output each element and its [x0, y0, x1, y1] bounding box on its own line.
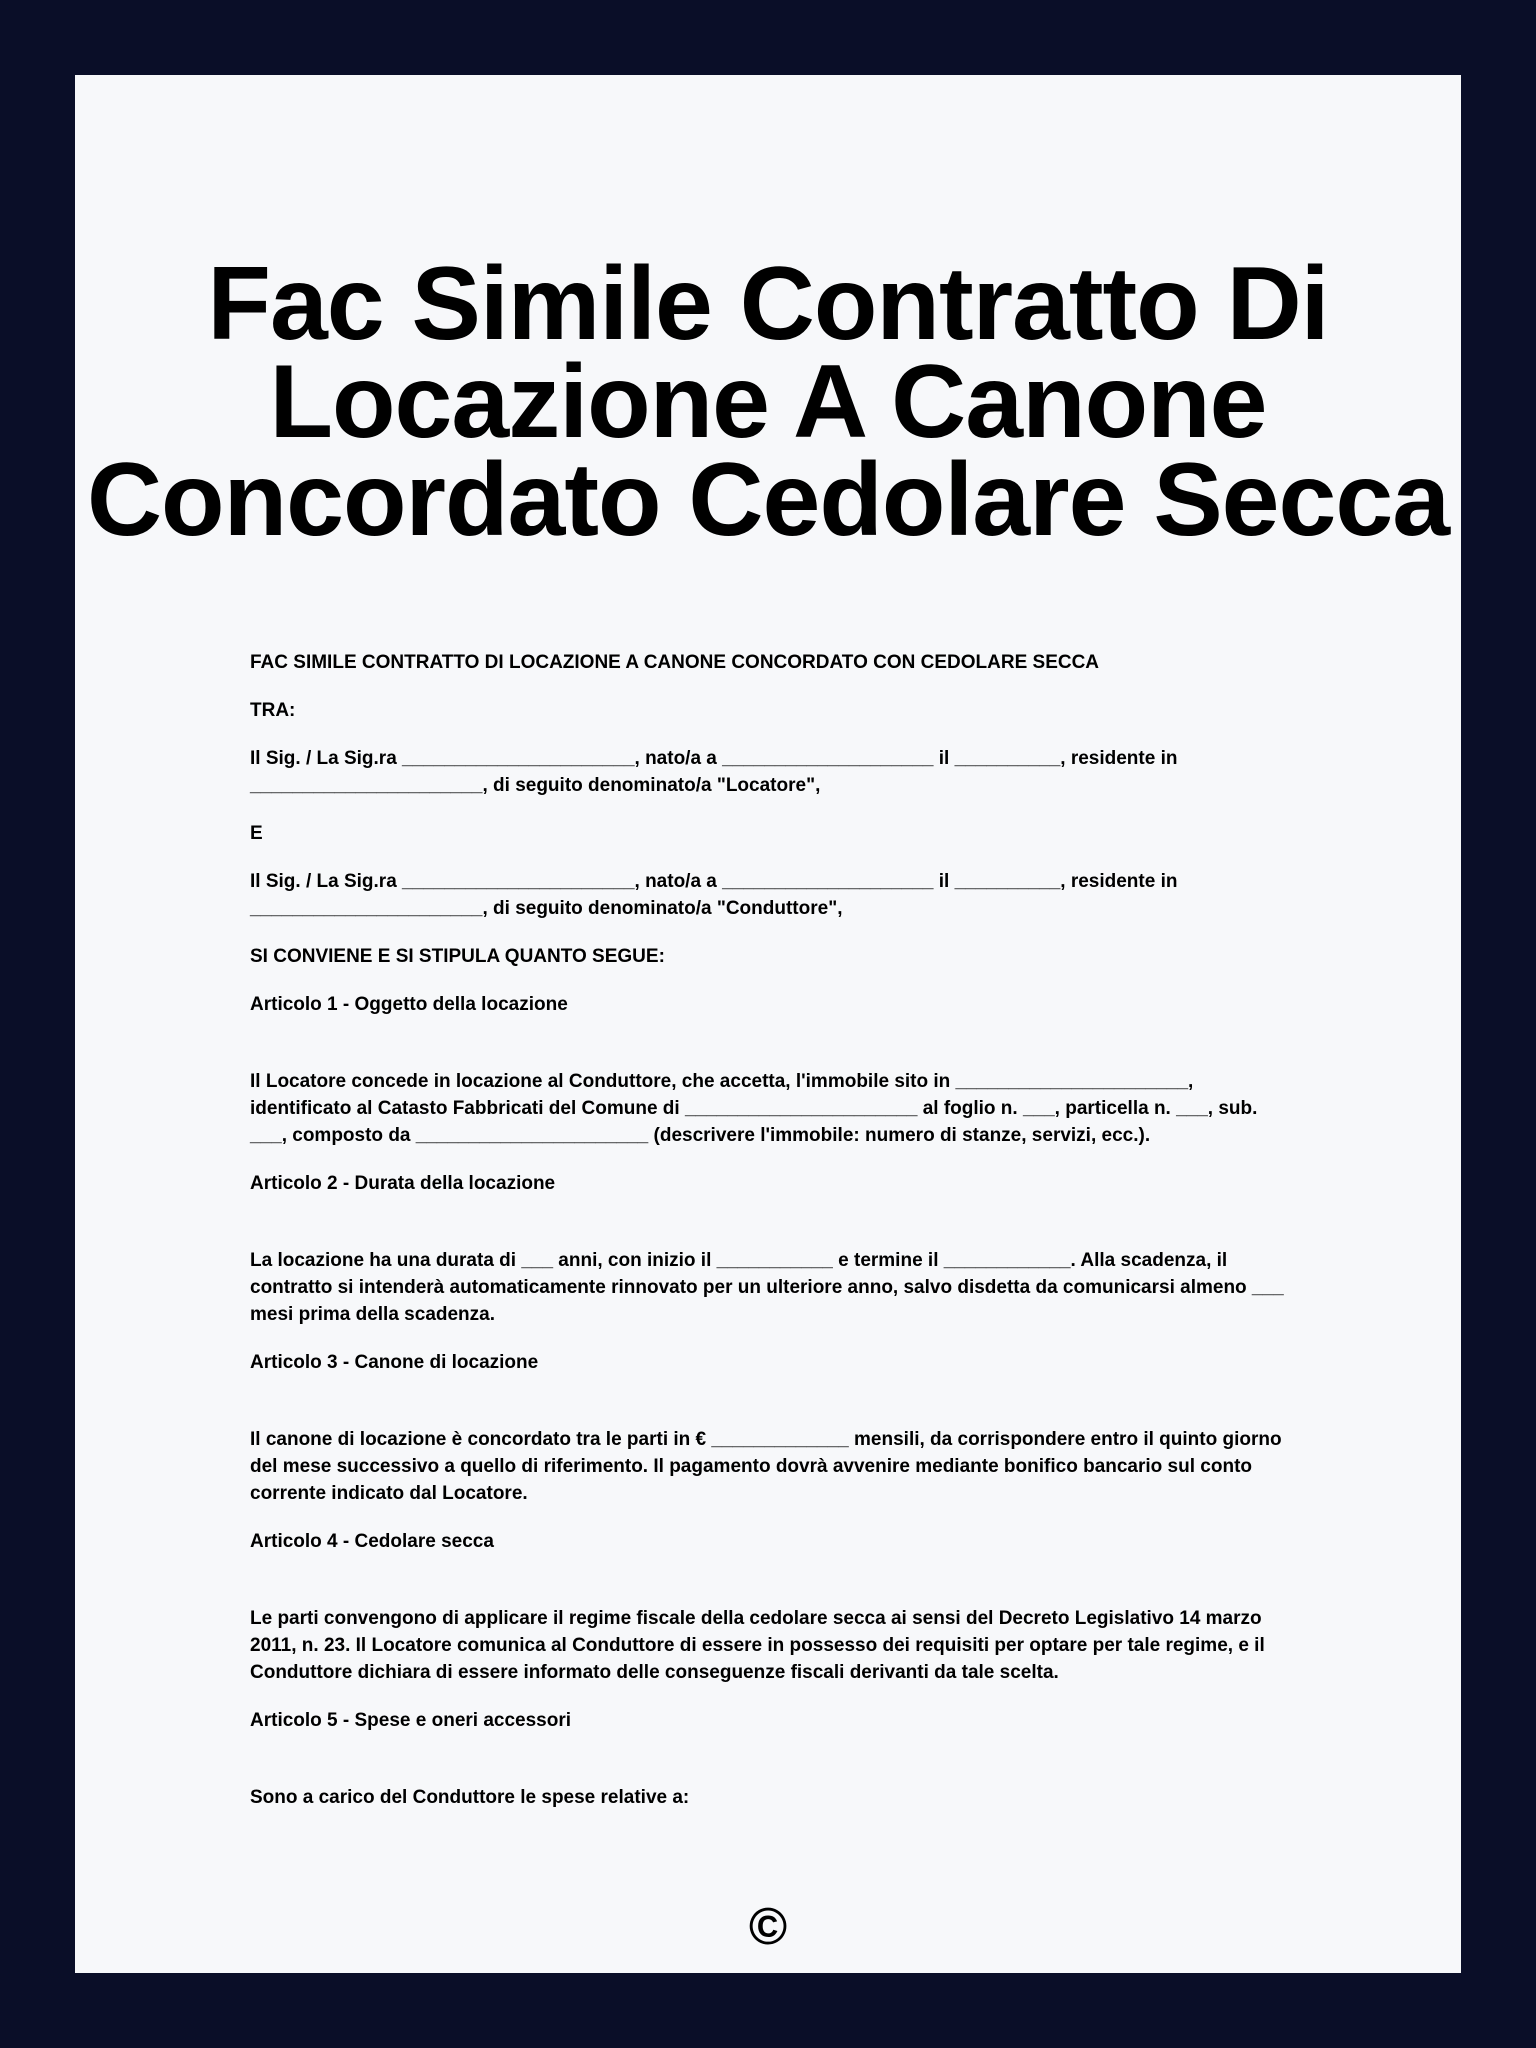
article-3-body: Il canone di locazione è concordato tra le parti in € _____________ mensili, da corrispondere entro il quinto giorno del mese successivo a quello di riferimento. Il pagamento dovrà avvenire mediante bonifico bancario sul conto corrente indicato dal Locatore.	[250, 1429, 1282, 1504]
page-title-line-2: Locazione A Canone	[269, 344, 1267, 460]
page-title	[75, 246, 1461, 558]
e-label: E	[250, 823, 263, 844]
article-2-heading: Articolo 2 - Durata della locazione	[250, 1173, 556, 1194]
article-4-heading: Articolo 4 - Cedolare secca	[250, 1531, 494, 1552]
locatore-clause: Il Sig. / La Sig.ra ______________________, nato/a a ____________________ il __________, residente in ______________________, di seguito denominato/a "Locatore",	[250, 748, 1178, 796]
conduttore-clause: Il Sig. / La Sig.ra ______________________, nato/a a ____________________ il __________, residente in ______________________, di seguito denominato/a "Conduttore",	[250, 871, 1178, 919]
copyright-icon: ©	[748, 1898, 788, 1956]
document-page	[75, 75, 1461, 1973]
article-4-body: Le parti convengono di applicare il regime fiscale della cedolare secca ai sensi del Decreto Legislativo 14 marzo 2011, n. 23. Il Locatore comunica al Conduttore di essere in possesso dei requisiti per optare per tale regime, e il Conduttore dichiara di essere informato delle conseguenze fiscali derivanti da tale scelta.	[250, 1608, 1265, 1683]
article-2-body: La locazione ha una durata di ___ anni, con inizio il ___________ e termine il ____________. Alla scadenza, il contratto si intenderà automaticamente rinnovato per un ulteriore anno, salvo disdetta da comunicarsi almeno ___ mesi prima della scadenza.	[250, 1250, 1284, 1325]
article-5-body: Sono a carico del Conduttore le spese relative a:	[250, 1787, 690, 1808]
tra-label: TRA:	[250, 700, 296, 721]
page-title-line-3: Concordato Cedolare Secca	[86, 442, 1450, 558]
article-1-heading: Articolo 1 - Oggetto della locazione	[250, 994, 568, 1015]
contract-heading: FAC SIMILE CONTRATTO DI LOCAZIONE A CANONE CONCORDATO CON CEDOLARE SECCA	[250, 652, 1100, 673]
page-title-line-1: Fac Simile Contratto Di	[207, 246, 1329, 362]
contract-body	[250, 649, 1286, 1811]
stipula-clause: SI CONVIENE E SI STIPULA QUANTO SEGUE:	[250, 946, 665, 967]
article-3-heading: Articolo 3 - Canone di locazione	[250, 1352, 539, 1373]
article-1-body: Il Locatore concede in locazione al Conduttore, che accetta, l'immobile sito in ______________________, identificato al Catasto Fabbricati del Comune di ______________________ al foglio n. ___, particella n. ___, sub. ___, composto da ______________________ (descrivere l'immobile: numero di stanze, servizi, ecc.).	[250, 1071, 1258, 1146]
article-5-heading: Articolo 5 - Spese e oneri accessori	[250, 1710, 572, 1731]
